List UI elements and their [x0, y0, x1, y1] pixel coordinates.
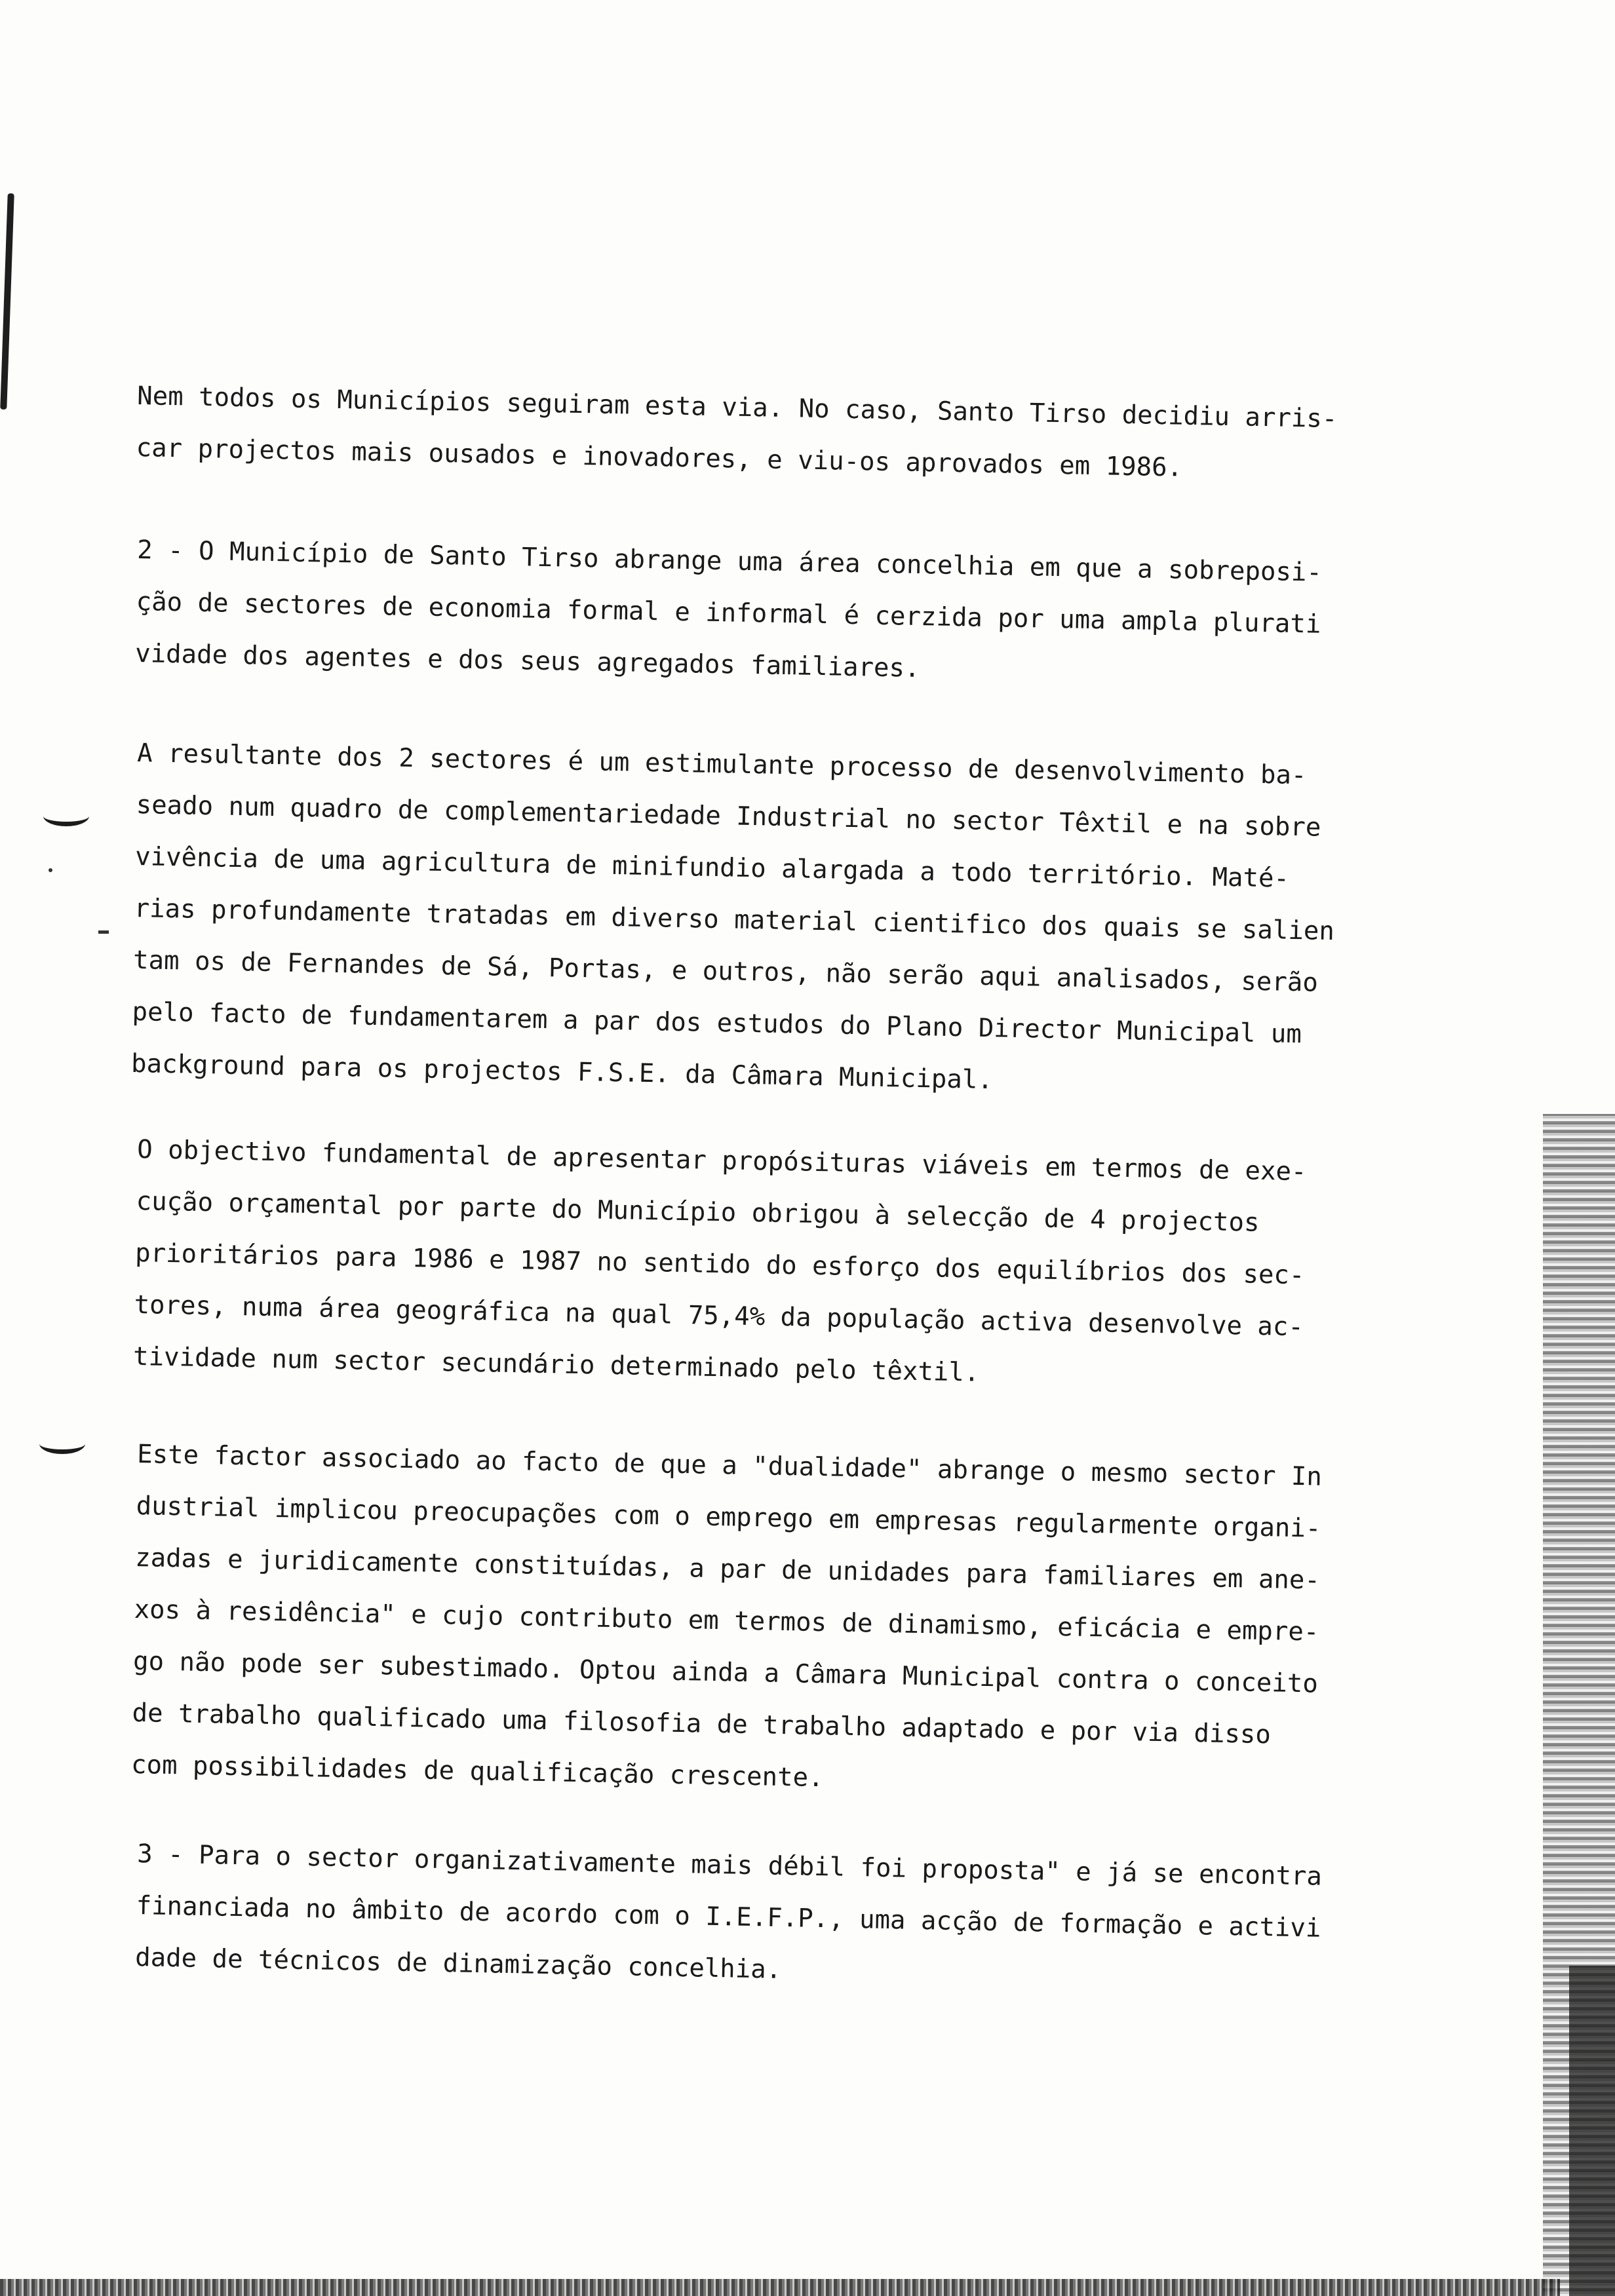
text-line: car projectos mais ousados e inovadores, e viu-os aprovados em 1986.: [136, 432, 1183, 483]
paragraph-6: [134, 1828, 1500, 2010]
paragraph-3: [130, 727, 1500, 1116]
text-line: vidade dos agentes e dos seus agregados familiares.: [134, 638, 920, 683]
text-line: A resultante dos 2 sectores é um estimulante processo de desenvolvimento ba-: [136, 738, 1307, 791]
text-line: Nem todos os Municípios seguiram esta via. No caso, Santo Tirso decidiu arris-: [136, 381, 1338, 434]
text-line: xos à residência" e cujo contributo em termos de dinamismo, eficácia e empre-: [134, 1594, 1319, 1647]
text-line: com possibilidades de qualificação crescente.: [130, 1750, 824, 1793]
paragraph-5: [130, 1428, 1500, 1817]
text-line: pelo facto de fundamentarem a par dos estudos do Plano Director Municipal um: [132, 997, 1302, 1050]
text-line: prioritários para 1986 e 1987 no sentido do esforço dos equilíbrios dos sec-: [134, 1238, 1305, 1291]
text-line: rias profundamente tratadas em diverso material cientifico dos quais se salien: [134, 893, 1335, 947]
text-line: zadas e juridicamente constituídas, a par de unidades para familiares em ane-: [134, 1542, 1321, 1596]
paragraph-4: [132, 1124, 1500, 1409]
text-line: dustrial implicou preocupações com o emprego em empresas regularmente organi-: [136, 1491, 1321, 1544]
text-line: vivência de uma agricultura de minifundio alargada a todo território. Maté-: [134, 841, 1290, 894]
text-line: tam os de Fernandes de Sá, Portas, e outros, não serão aqui analisados, serão: [132, 945, 1319, 998]
text-line: background para os projectos F.S.E. da Câmara Municipal.: [130, 1048, 994, 1096]
text-line: financiada no âmbito de acordo com o I.E.F.P., uma acção de formação e activi: [136, 1890, 1321, 1943]
text-line: de trabalho qualificado uma filosofia de trabalho adaptado e por via disso: [132, 1698, 1272, 1750]
paragraph-2: [134, 524, 1500, 706]
text-line: seado num quadro de complementariedade Industrial no sector Têxtil e na sobre: [136, 790, 1321, 843]
text-line: cução orçamental por parte do Município obrigou à selecção de 4 projectos: [136, 1186, 1260, 1238]
text-line: go não pode ser subestimado. Optou ainda a Câmara Municipal contra o conceito: [132, 1646, 1319, 1699]
text-line: tores, numa área geográfica na qual 75,4% da população activa desenvolve ac-: [134, 1290, 1304, 1343]
text-line: dade de técnicos de dinamização concelhia.: [134, 1942, 782, 1985]
text-line: O objectivo fundamental de apresentar propósituras viáveis em termos de exe-: [136, 1134, 1307, 1187]
text-line: 2 - O Município de Santo Tirso abrange uma área concelhia em que a sobreposi-: [136, 535, 1323, 588]
text-line: tividade num sector secundário determinado pelo têxtil.: [132, 1341, 980, 1388]
text-line: 3 - Para o sector organizativamente mais débil foi proposta" e já se encontra: [136, 1839, 1323, 1892]
paragraph-1: [136, 370, 1501, 500]
text-line: ção de sectores de economia formal e informal é cerzida por uma ampla plurati: [136, 586, 1321, 640]
text-line: Este factor associado ao facto de que a "dualidade" abrange o mesmo sector In: [136, 1439, 1323, 1492]
